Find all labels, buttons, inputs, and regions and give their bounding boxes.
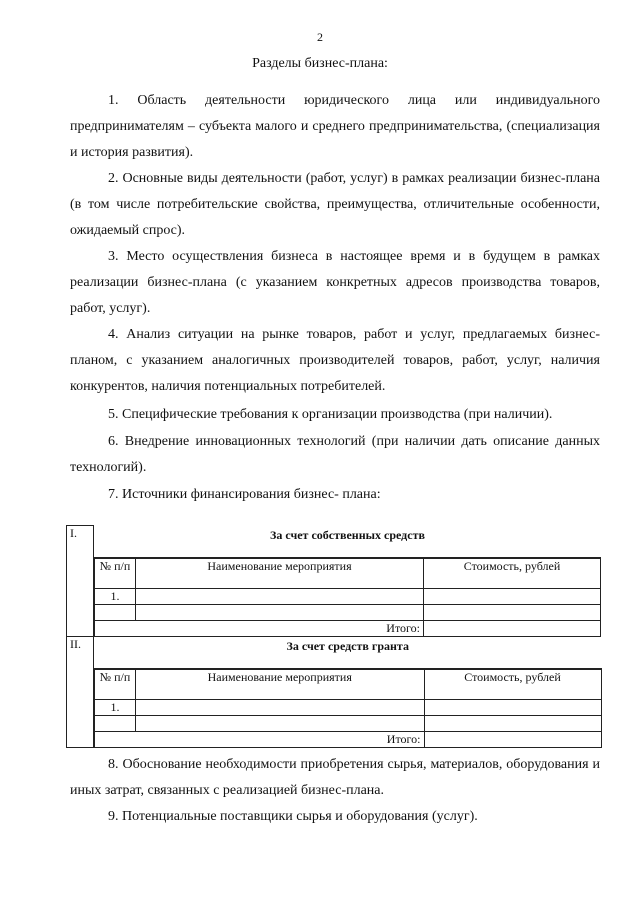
item-6 — [70, 429, 600, 481]
row-cost-cell — [424, 699, 601, 715]
section-table — [94, 669, 602, 748]
total-value — [424, 731, 601, 747]
item-8-text: 8. Обоснование необходимости приобретения сырья, материалов, оборудования и иных затрат, связанных с реализацией бизнес-плана. — [70, 757, 600, 798]
item-7 — [70, 482, 600, 508]
empty-cell — [136, 604, 424, 620]
col-cost-header: Стоимость, рублей — [424, 669, 601, 699]
row-number: 1. — [95, 699, 136, 715]
row-name-cell — [136, 588, 424, 604]
section-number: I. — [67, 526, 94, 637]
item-6-text: 6. Внедрение инновационных технологий (при наличии дать описание данных технологий). — [70, 434, 600, 475]
section-number: II. — [67, 637, 94, 748]
col-name-header: Наименование мероприятия — [136, 669, 425, 699]
col-num-header: № п/п — [95, 558, 136, 588]
empty-cell — [424, 715, 601, 731]
item-9-text: 9. Потенциальные поставщики сырья и оборудования (услуг). — [108, 809, 478, 824]
item-2-text: 2. Основные виды деятельности (работ, услуг) в рамках реализации бизнес-плана (в том числе потребительские свойства, преимущества, отличительные особенности, ожидаемый спрос). — [70, 171, 600, 238]
section-body — [94, 637, 602, 748]
item-3-text: 3. Место осуществления бизнеса в настоящее время и в будущем в рамках реализации бизнес-плана (с указанием конкретных адресов производства товаров, работ, услуг). — [70, 249, 600, 316]
section-body — [94, 526, 602, 637]
item-4-text: 4. Анализ ситуации на рынке товаров, работ и услуг, предлагаемых бизнес-планом, с указанием аналогичных производителей товаров, работ, услуг, наличия конкурентов, наличия потенциальных потребителей. — [70, 327, 600, 394]
item-1 — [70, 88, 600, 166]
empty-cell — [95, 604, 136, 620]
empty-cell — [424, 604, 601, 620]
section-title: За счет средств гранта — [94, 637, 602, 669]
item-1-text: 1. Область деятельности юридического лица или индивидуального предпринимателям – субъекта малого и среднего предпринимательства, (специализация и история развития). — [70, 93, 600, 160]
item-7-text: 7. Источники финансирования бизнес- плана: — [108, 487, 381, 502]
item-4 — [70, 322, 600, 400]
row-cost-cell — [424, 588, 601, 604]
empty-cell — [95, 715, 136, 731]
col-num-header: № п/п — [95, 669, 136, 699]
col-cost-header: Стоимость, рублей — [424, 558, 601, 588]
row-name-cell — [136, 699, 425, 715]
page-number: 2 — [317, 30, 323, 44]
item-2 — [70, 166, 600, 244]
item-3 — [70, 244, 600, 322]
section-table — [94, 558, 601, 637]
total-label: Итого: — [95, 620, 424, 636]
item-5-text: 5. Специфические требования к организации производства (при наличии). — [108, 407, 553, 422]
empty-cell — [136, 715, 425, 731]
section-grant — [67, 637, 602, 748]
row-number: 1. — [95, 588, 136, 604]
item-9 — [70, 804, 600, 830]
section-own — [67, 526, 602, 637]
total-label: Итого: — [95, 731, 425, 747]
financing-table — [66, 525, 602, 748]
col-name-header: Наименование мероприятия — [136, 558, 424, 588]
section-heading: Разделы бизнес-плана: — [252, 56, 388, 71]
item-8 — [70, 752, 600, 804]
item-5 — [70, 402, 600, 428]
section-title: За счет собственных средств — [94, 526, 601, 558]
total-value — [424, 620, 601, 636]
